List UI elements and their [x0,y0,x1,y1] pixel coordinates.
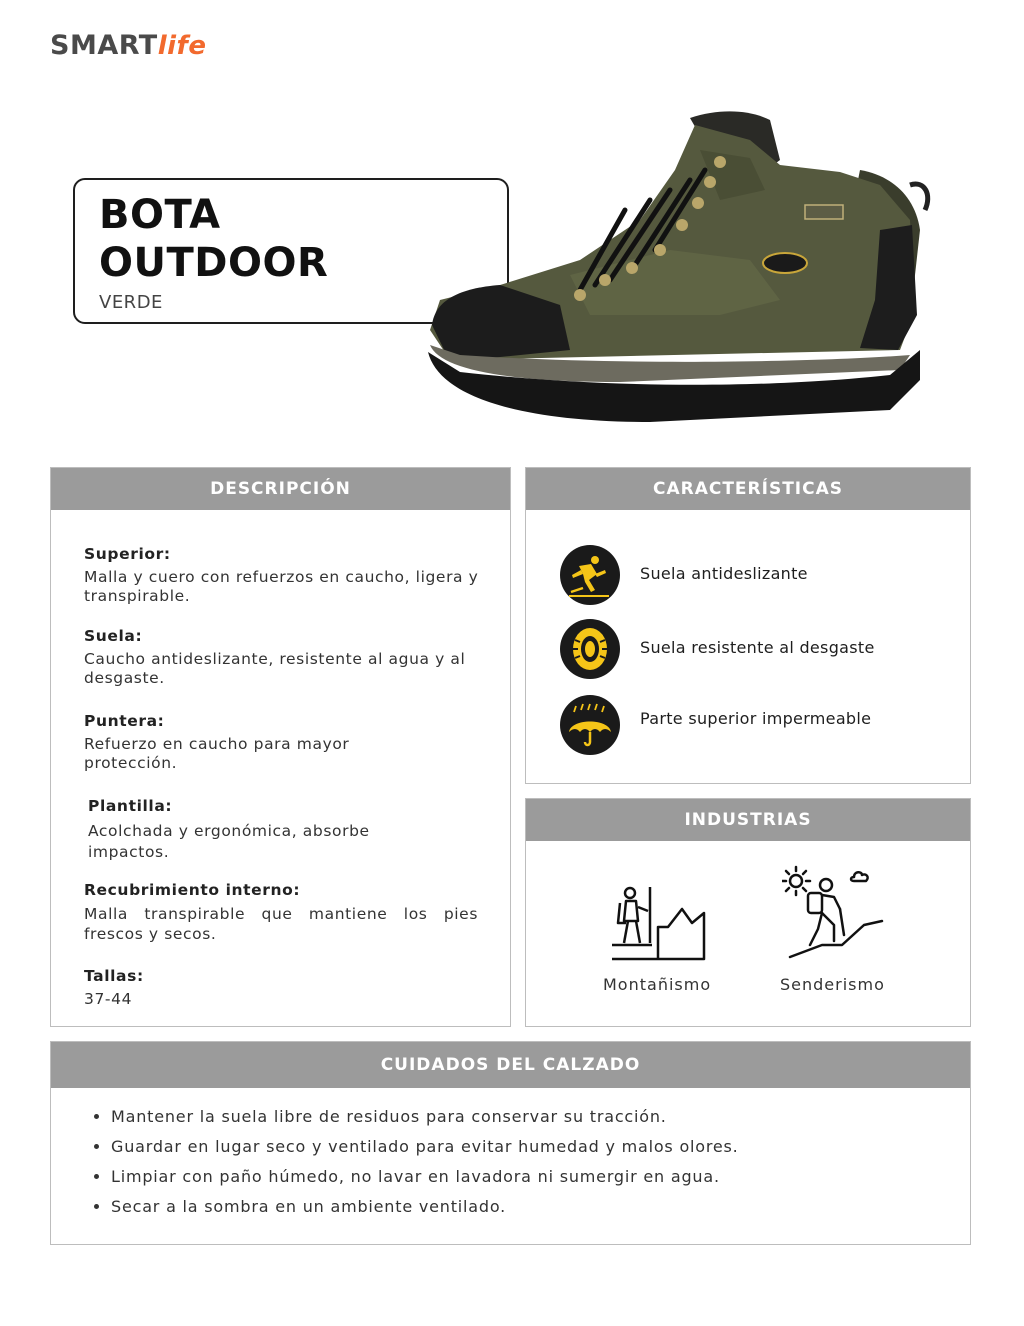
care-item: • Guardar en lugar seco y ventilado para evitar humedad y malos olores. [111,1132,739,1162]
description-heading: DESCRIPCIÓN [51,468,510,510]
features-panel [525,467,971,784]
care-list [91,1102,739,1222]
industries-panel [525,798,971,1027]
care-item: • Limpiar con paño húmedo, no lavar en lavadora ni sumergir en agua. [111,1162,739,1192]
desc-item-tallas [84,967,484,1009]
desc-item-superior [84,545,484,606]
product-title-line2: OUTDOOR [99,240,329,286]
care-panel [50,1041,971,1245]
desc-text: Malla transpirable que mantiene los pies frescos y secos. [84,905,478,943]
care-item: • Mantener la suela libre de residuos para conservar su tracción. [111,1102,739,1132]
brand-name-part2: life [157,31,207,61]
feature-text: Suela antideslizante [640,564,808,583]
product-title-line1: BOTA [99,192,221,238]
desc-label: Recubrimiento interno: [84,881,301,899]
mountaineering-icon [608,883,708,963]
desc-text: Caucho antideslizante, resistente al agua y al desgaste. [84,650,466,687]
product-color: VERDE [99,292,163,313]
desc-item-plantilla [88,796,408,863]
desc-text: 37-44 [84,990,133,1008]
features-heading: CARACTERÍSTICAS [526,468,970,510]
desc-item-recubrimiento [84,880,478,944]
care-item: • Secar a la sombra en un ambiente ventilado. [111,1192,739,1222]
boot-image [420,100,940,440]
desc-label: Suela: [84,627,143,645]
feature-text: Suela resistente al desgaste [640,638,875,657]
desc-label: Superior: [84,545,171,563]
description-panel [50,467,511,1027]
desc-text: Malla y cuero con refuerzos en caucho, ligera y transpirable. [84,568,479,605]
industry-label-montanismo: Montañismo [603,975,712,994]
desc-text: Refuerzo en caucho para mayor protección. [84,735,350,772]
desc-label: Puntera: [84,712,165,730]
brand-logo [50,30,207,61]
feature-text: Parte superior impermeable [640,709,872,728]
desc-item-puntera [84,712,394,773]
desc-label: Tallas: [84,967,144,985]
industry-label-senderismo: Senderismo [780,975,885,994]
care-heading: CUIDADOS DEL CALZADO [51,1042,970,1088]
brand-name-part1: SMART [50,30,158,61]
hiking-icon [782,865,886,961]
desc-text: Acolchada y ergonómica, absorbe impactos. [88,822,370,861]
desc-item-suela [84,627,484,688]
desc-label: Plantilla: [88,797,173,815]
umbrella-rain-icon [559,694,621,756]
industries-heading: INDUSTRIAS [526,799,970,841]
slip-warning-icon [559,544,621,606]
tire-icon [559,618,621,680]
